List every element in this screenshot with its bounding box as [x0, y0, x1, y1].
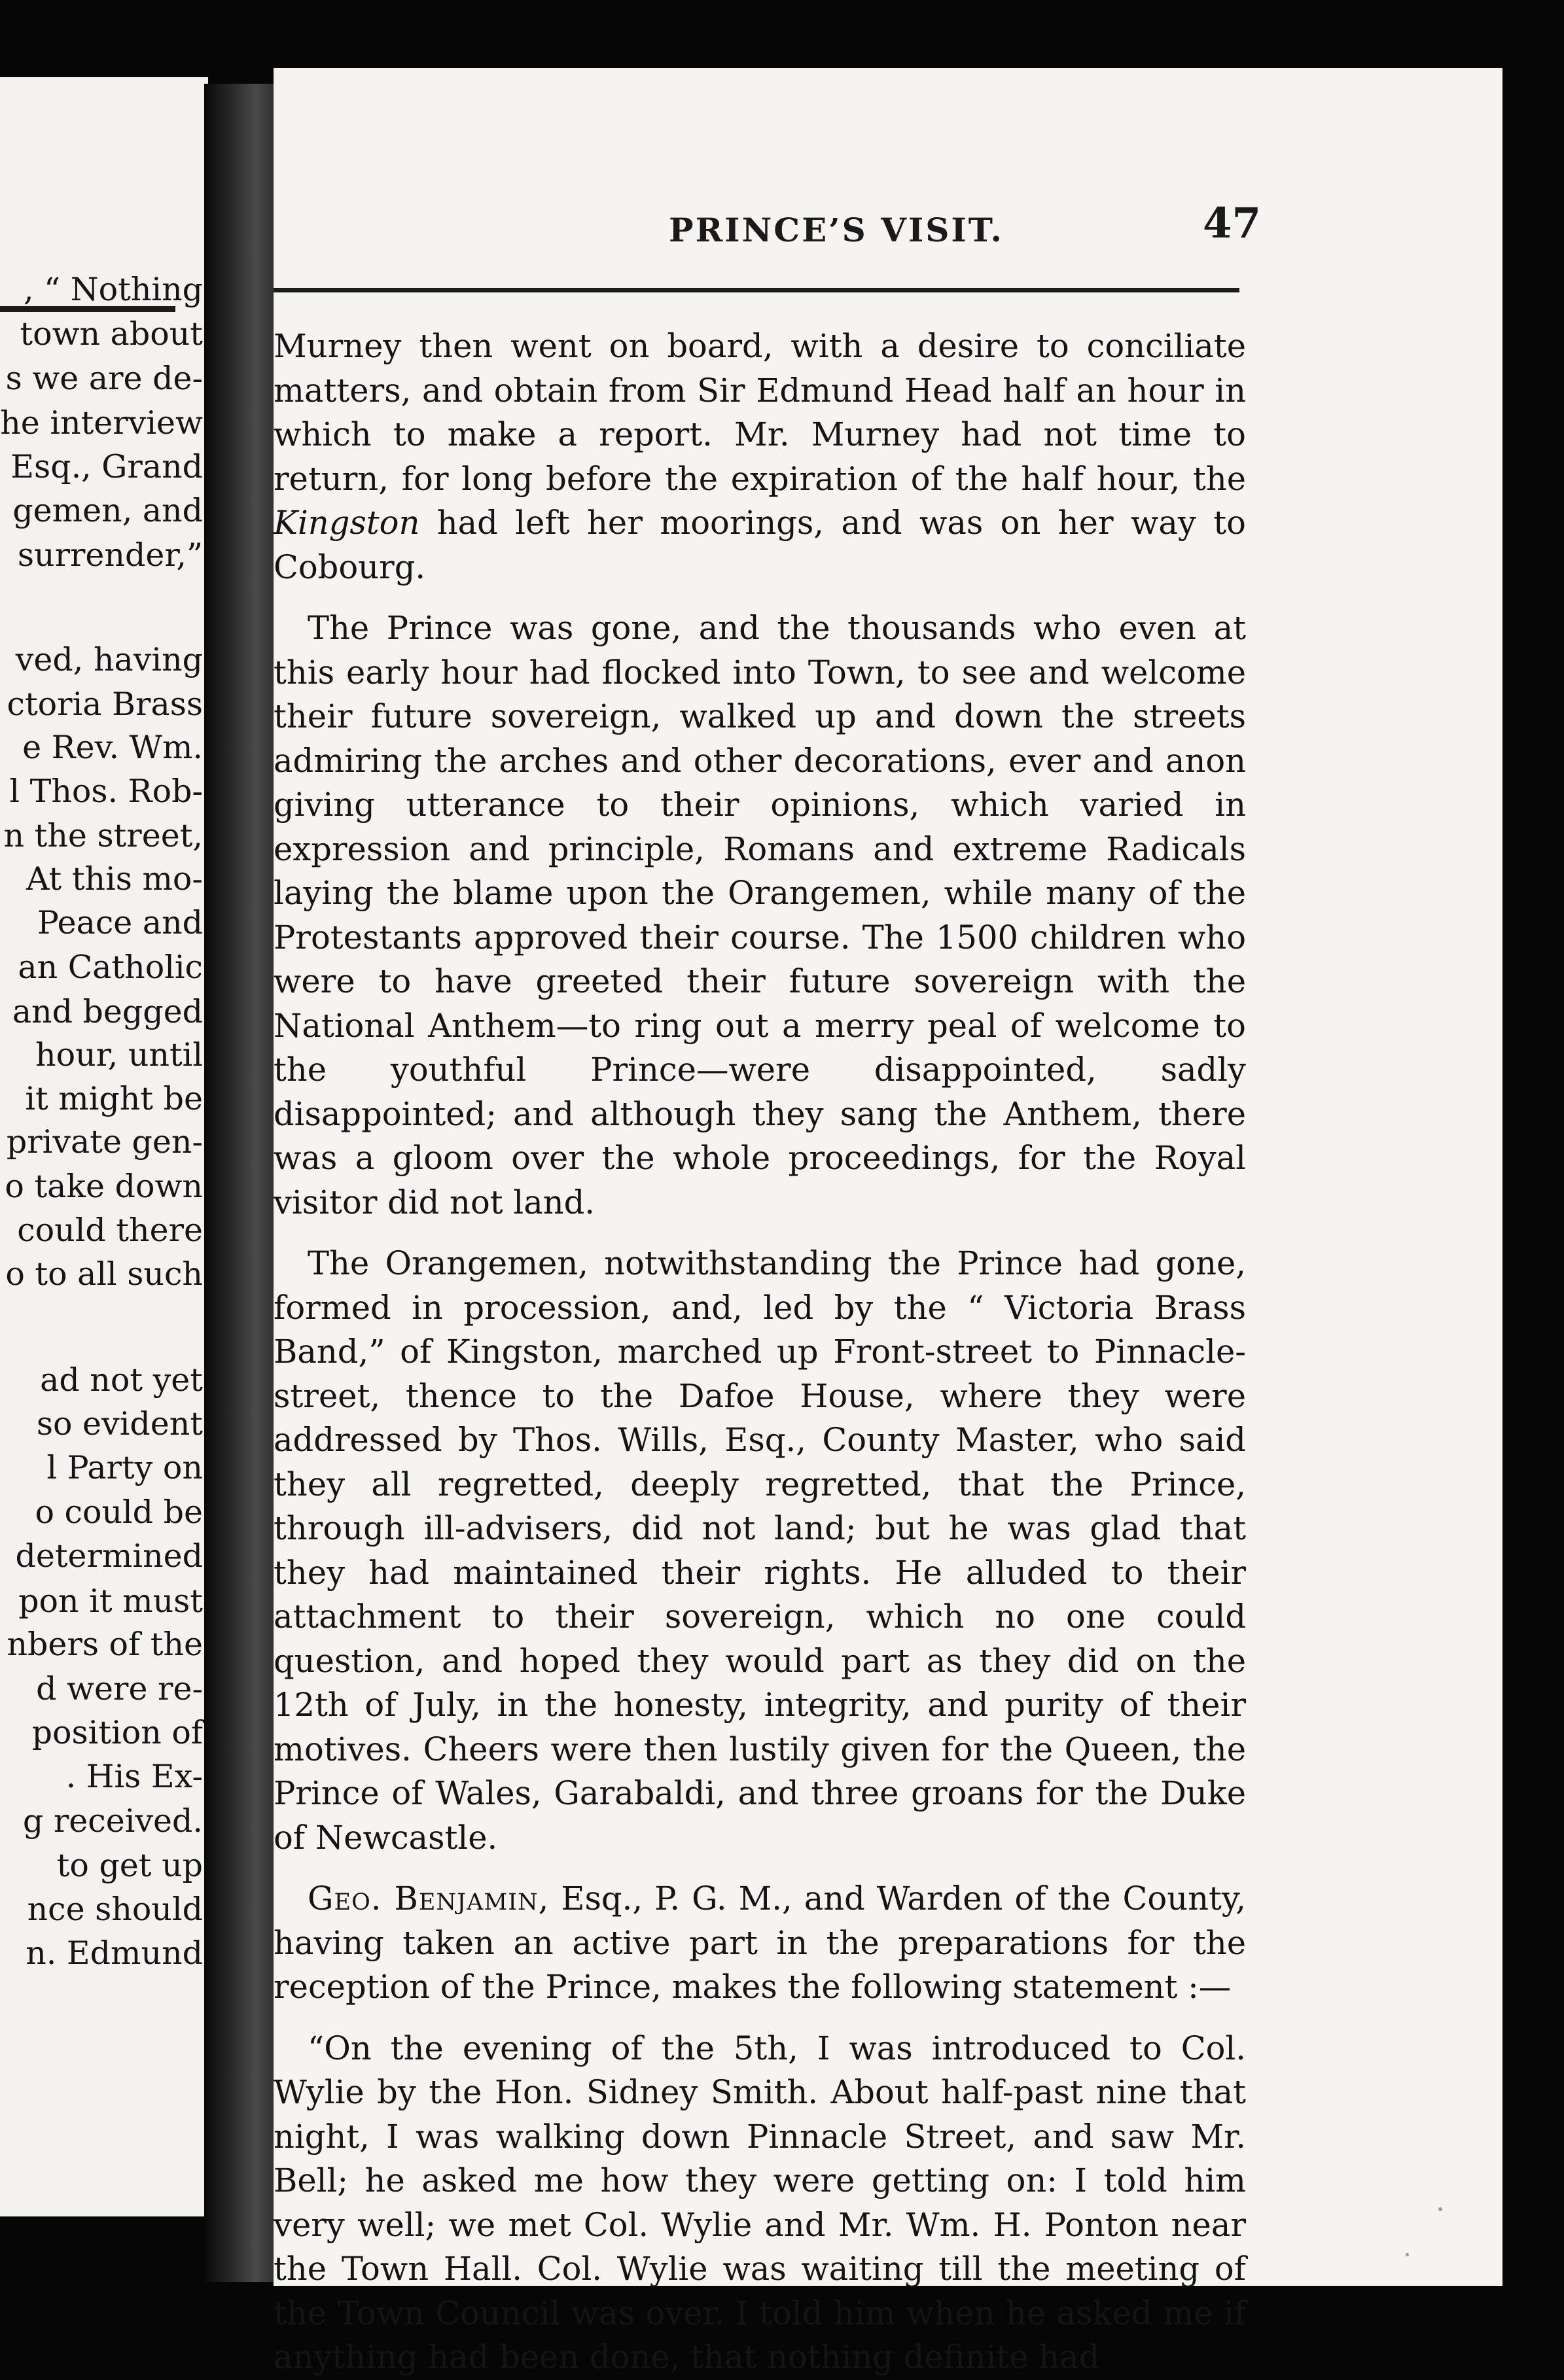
left-page-line: o to all such: [5, 1255, 203, 1293]
left-page-line: Peace and: [37, 904, 203, 941]
left-page-line: private gen-: [6, 1123, 203, 1161]
left-page: [0, 77, 208, 2216]
page-number: 47: [1203, 199, 1262, 248]
paper-speck: [1438, 2207, 1442, 2211]
paragraph-2: The Prince was gone, and the thousands who even at this early hour had flocked into Town, to see and welcome their future sovereign, walked up and down the streets admiring the arches and other decorations, ever and anon giving utterance to their opinions, which varied in expression and principle, Romans and extreme Radicals laying the blame upon the Orangemen, while many of the Protestants approved their course. The 1500 children who were to have greeted their future sovereign with the National Anthem—to ring out a merry peal of welcome to the youthful Prince—were disappointed, sadly disappointed; and although they sang the Anthem, there was a gloom over the whole proceedings, for the Royal visitor did not land.: [274, 609, 1246, 1221]
ship-name-kingston: Kingston: [274, 504, 420, 542]
left-page-line: nce should: [27, 1891, 203, 1928]
book-gutter: [204, 84, 277, 2282]
header-rule: [274, 288, 1239, 292]
left-page-line: to get up: [56, 1847, 203, 1884]
paragraph-3: The Orangemen, notwithstanding the Prince had gone, formed in procession, and, led by the “ Victoria Brass Band,” of Kingston, marched up Front-street to Pinnacle-street, thence to the Dafoe House, where they were addressed by Thos. Wills, Esq., County Master, who said they all regretted, deeply regretted, that the Prince, through ill-advisers, did not land; but he was glad that they had maintained their rights. He alluded to their attachment to their sovereign, which no one could question, and hoped they would part as they did on the 12th of July, in the honesty, integrity, and purity of their motives. Cheers were then lustily given for the Queen, the Prince of Wales, Garabaldi, and three groans for the Duke of Newcastle.: [274, 1244, 1246, 1857]
left-page-line: g received.: [22, 1802, 203, 1840]
left-page-line: position of: [31, 1714, 203, 1751]
left-page-line: s we are de-: [5, 360, 203, 397]
paragraph-1-text: Murney then went on board, with a desire to conciliate matters, and obtain from Sir Edmund Head half an hour in which to make a report. Mr. Murney had not time to return, for long before the expiration of the half hour, the: [274, 327, 1246, 498]
left-page-line: pon it must: [18, 1583, 203, 1620]
left-page-line: hour, until: [35, 1036, 203, 1074]
left-page-line: , “ Nothing: [24, 271, 203, 308]
left-page-line: At this mo-: [26, 860, 203, 898]
paper-speck: [1406, 2253, 1409, 2256]
body-text: [274, 324, 1246, 2380]
paragraph-1: [274, 324, 1246, 589]
left-page-line: and begged: [12, 993, 203, 1030]
left-page-line: an Catholic: [18, 949, 203, 986]
left-page-line: could there: [17, 1212, 203, 1249]
left-page-line: n the street,: [3, 817, 203, 854]
paragraph-4: [274, 1877, 1246, 2010]
left-page-line: l Party on: [46, 1449, 203, 1486]
left-page-line: Esq., Grand: [10, 448, 203, 485]
right-page: [274, 68, 1502, 2376]
left-page-line: nbers of the: [7, 1626, 203, 1663]
left-page-line: gemen, and: [12, 492, 203, 529]
paragraph-4-text: Esq., P. G. M., and Warden of the County, having taken an active part in the preparations for the reception of the Prince, makes the following statement :—: [274, 1880, 1246, 2006]
left-page-line: l Thos. Rob-: [9, 773, 203, 810]
left-page-line: it might be: [25, 1080, 203, 1117]
left-page-line: o could be: [35, 1494, 203, 1531]
left-page-line: ctoria Brass: [7, 686, 203, 723]
left-page-line: o take down: [5, 1168, 203, 1205]
left-page-line: d were re-: [36, 1670, 203, 1707]
left-page-line: he interview: [0, 404, 203, 442]
left-page-line: n. Edmund: [26, 1934, 203, 1972]
left-page-line: so evident: [36, 1405, 203, 1443]
left-page-line: ad not yet: [40, 1361, 203, 1399]
left-page-line: ved, having: [15, 641, 203, 678]
paragraph-1-end: had left her moorings, and was on her way to Cobourg.: [274, 504, 1246, 586]
paragraph-5: “On the evening of the 5th, I was introduced to Col. Wylie by the Hon. Sidney Smith. About half-past nine that night, I was walking down Pinnacle Street, and saw Mr. Bell; he asked me how they were getting on: I told him very well; we met Col. Wylie and Mr. Wm. H. Ponton near the Town Hall. Col. Wylie was waiting till the meeting of the Town Council was over. I told him when he asked me if anything had been done, that nothing definite had: [274, 2029, 1246, 2376]
left-page-line: determined: [15, 1537, 203, 1575]
left-page-line: . His Ex-: [65, 1758, 203, 1795]
benjamin-name: Geo. Benjamin,: [308, 1880, 550, 1917]
left-page-line: surrender,”: [17, 536, 203, 574]
running-head: PRINCE’S VISIT.: [669, 211, 1004, 249]
left-page-line: e Rev. Wm.: [22, 729, 203, 766]
left-page-line: town about: [20, 315, 203, 353]
